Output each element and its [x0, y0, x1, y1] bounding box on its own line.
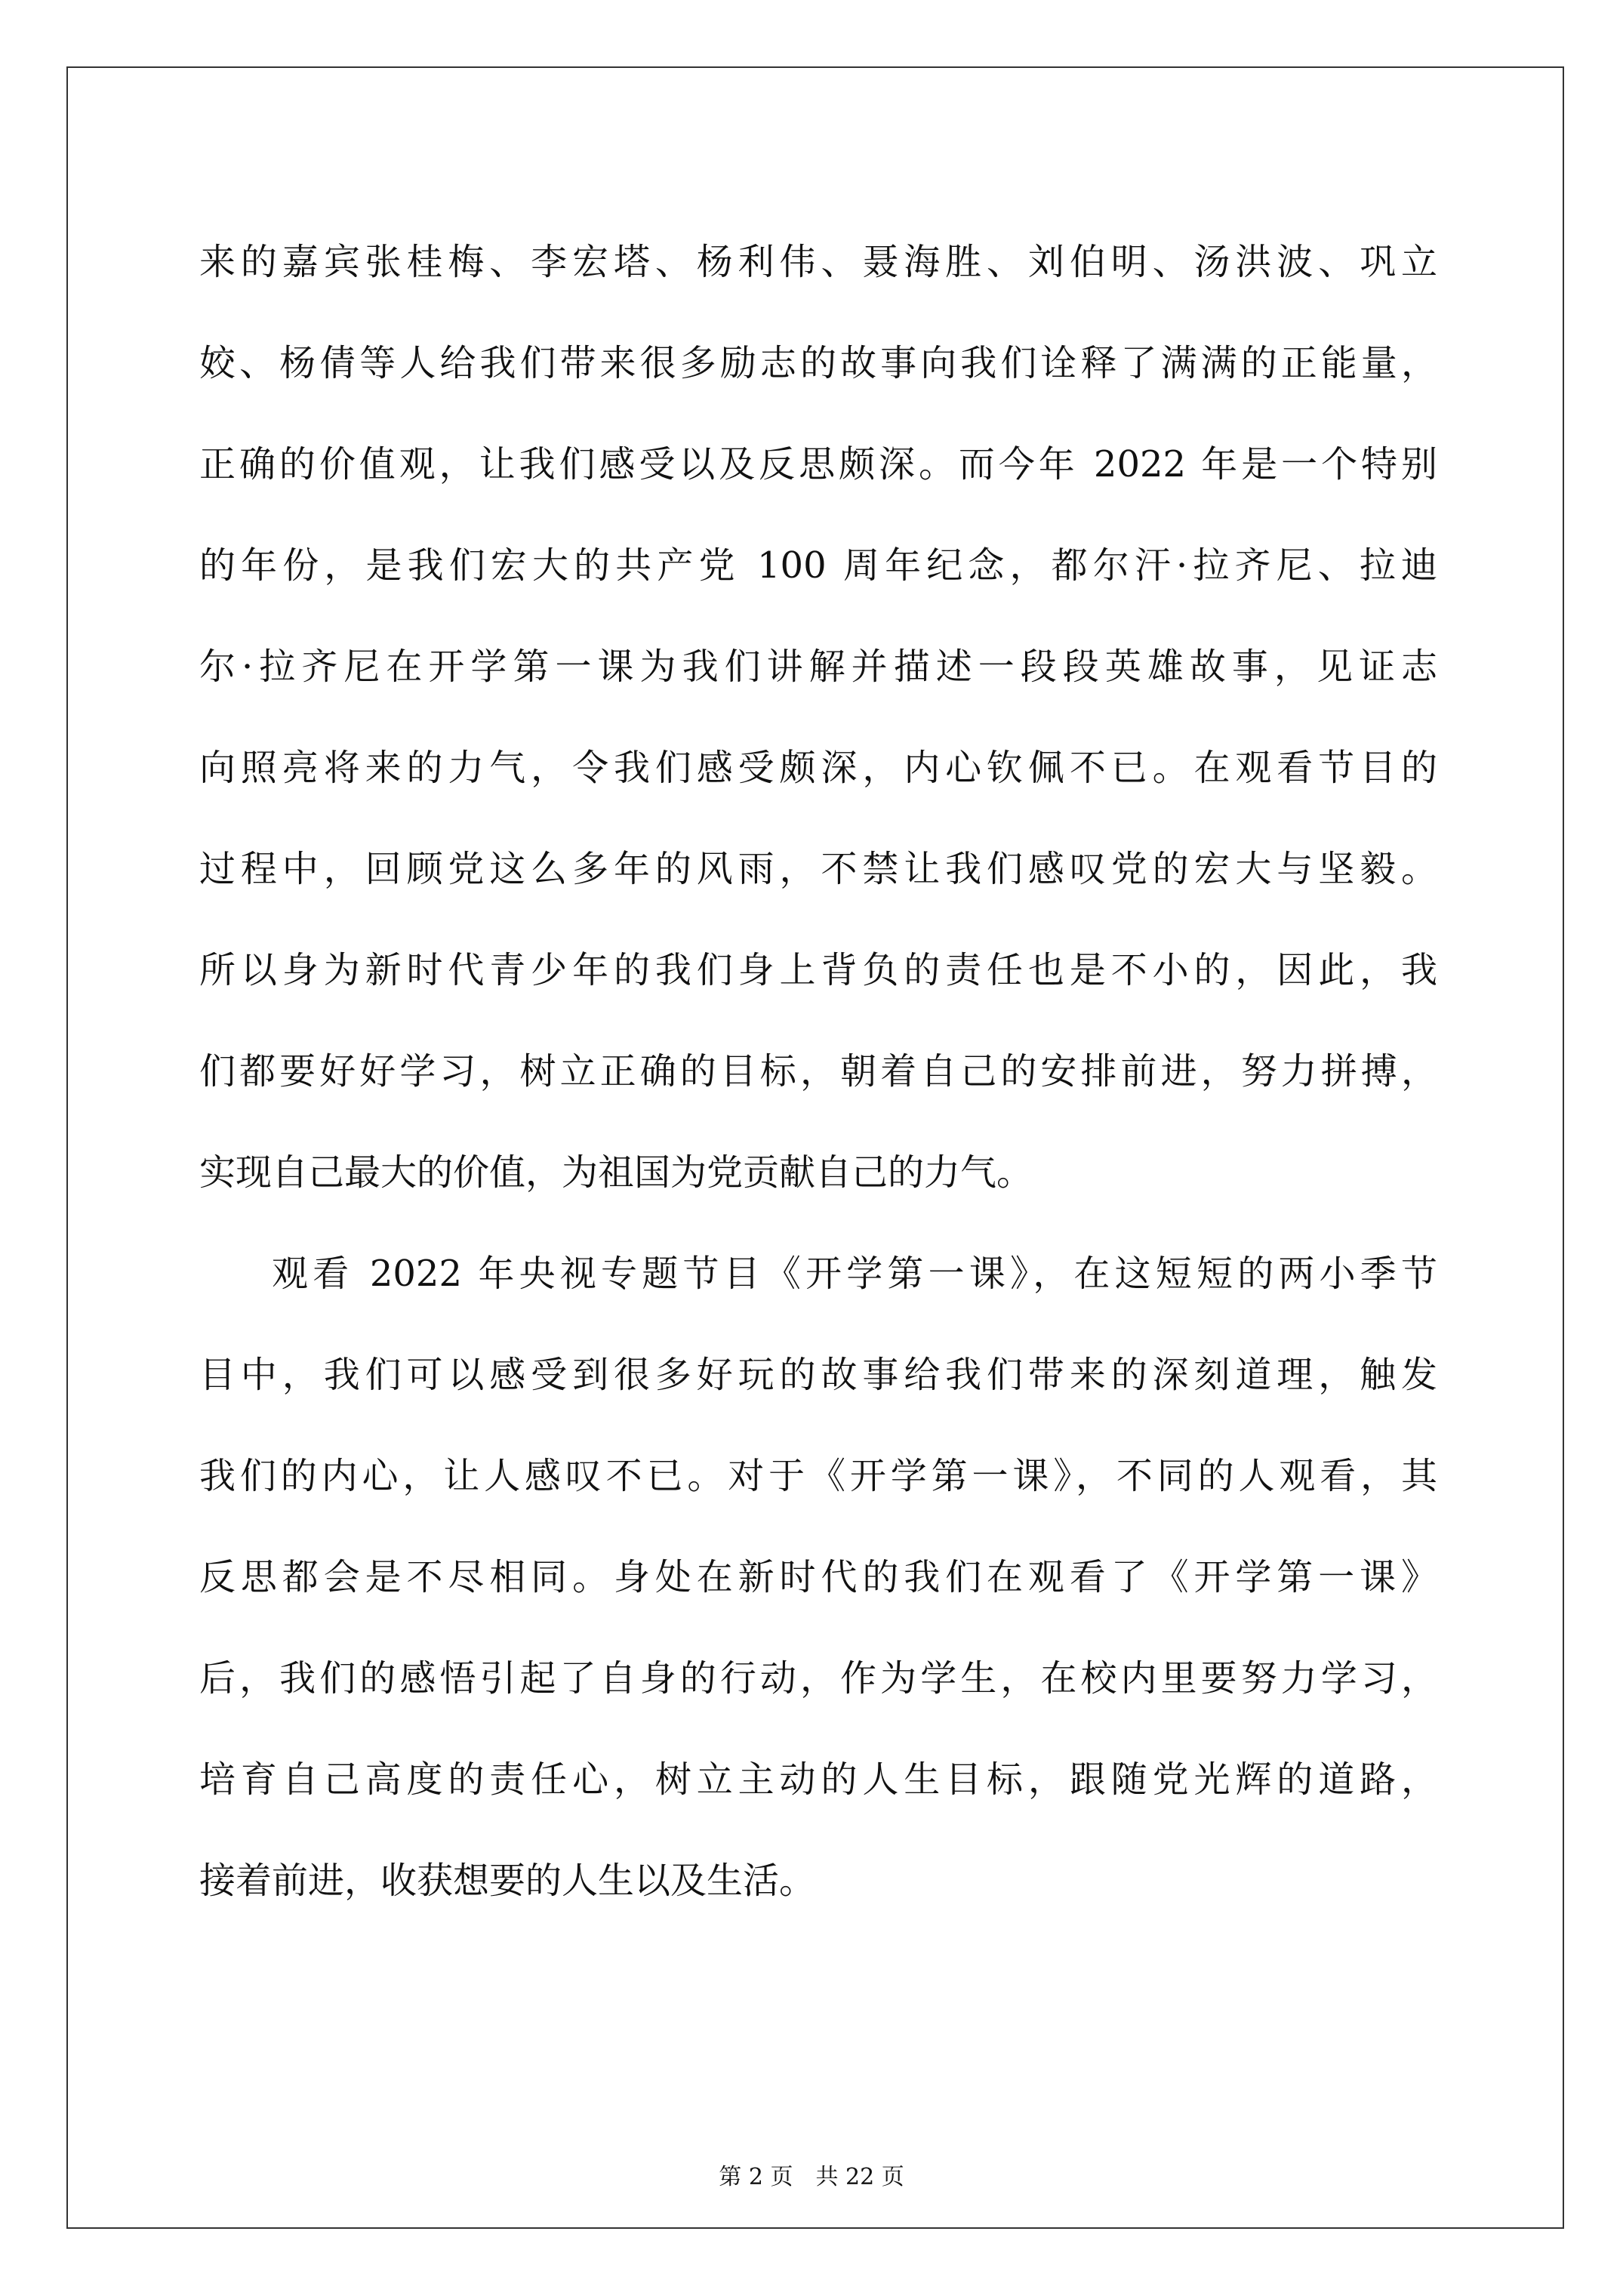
text-line: 反思都会是不尽相同。身处在新时代的我们在观看了《开学第一课》 — [199, 1556, 1437, 1598]
text-line: 所以身为新时代青少年的我们身上背负的责任也是不小的，因此，我 — [199, 949, 1437, 991]
paragraph-2 — [199, 1223, 1437, 1931]
text-line: 来的嘉宾张桂梅、李宏塔、杨利伟、聂海胜、刘伯明、汤洪波、巩立 — [199, 241, 1437, 283]
text-line: 接着前进，收获想要的人生以及生活。 — [199, 1860, 816, 1902]
text-line: 向照亮将来的力气，令我们感受颇深，内心钦佩不已。在观看节目的 — [199, 747, 1437, 789]
text-line: 的年份，是我们宏大的共产党 100 周年纪念，都尔汗·拉齐尼、拉迪 — [199, 544, 1437, 587]
text-line: 培育自己高度的责任心，树立主动的人生目标，跟随党光辉的道路， — [199, 1758, 1437, 1801]
document-body — [199, 211, 1437, 1931]
text-line: 目中，我们可以感受到很多好玩的故事给我们带来的深刻道理，触发 — [199, 1354, 1437, 1396]
text-line: 姣、杨倩等人给我们带来很多励志的故事向我们诠释了满满的正能量， — [199, 342, 1437, 384]
text-line: 后，我们的感悟引起了自身的行动，作为学生，在校内里要努力学习， — [199, 1657, 1437, 1700]
text-line: 观看 2022 年央视专题节目《开学第一课》，在这短短的两小季节 — [272, 1253, 1437, 1295]
text-line: 正确的价值观，让我们感受以及反思颇深。而今年 2022 年是一个特别 — [199, 443, 1437, 485]
text-line: 们都要好好学习，树立正确的目标，朝着自己的安排前进，努力拼搏， — [199, 1050, 1437, 1093]
text-line: 尔·拉齐尼在开学第一课为我们讲解并描述一段段英雄故事，见证志 — [199, 646, 1437, 688]
text-line: 过程中，回顾党这么多年的风雨，不禁让我们感叹党的宏大与坚毅。 — [199, 848, 1437, 890]
page-number-footer: 第 2 页 共 22 页 — [719, 2164, 904, 2190]
text-line: 实现自己最大的价值，为祖国为党贡献自己的力气。 — [199, 1151, 1033, 1194]
paragraph-1 — [199, 211, 1437, 1223]
text-line: 我们的内心，让人感叹不已。对于《开学第一课》，不同的人观看，其 — [199, 1455, 1437, 1497]
